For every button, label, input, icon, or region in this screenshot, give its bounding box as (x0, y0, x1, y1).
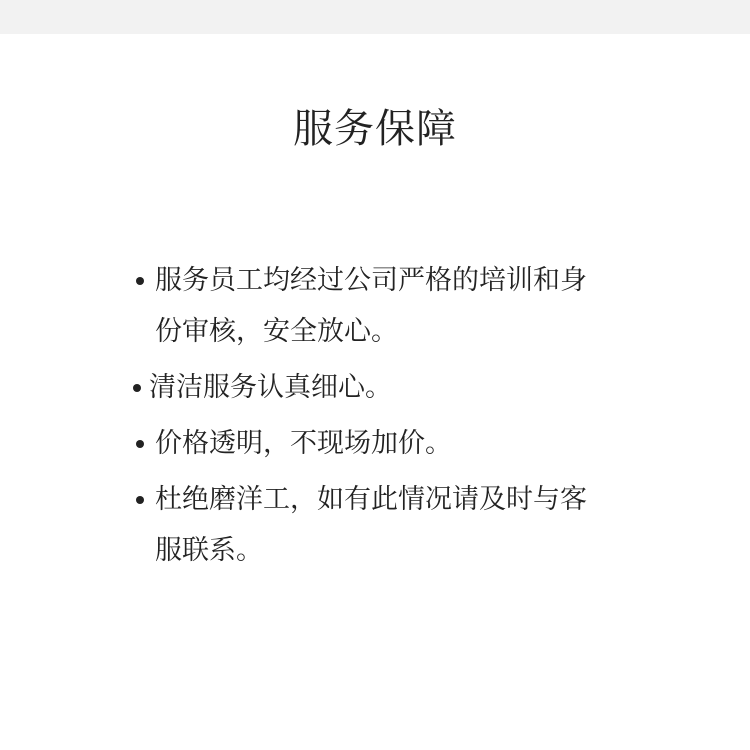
bullet-dot-icon (133, 384, 141, 392)
list-item-text: 价格透明，不现场加价。 (155, 428, 452, 459)
list-item-text: 杜绝磨洋工，如有此情况请及时与客服联系。 (155, 484, 587, 566)
bullet-dot-icon (136, 277, 144, 285)
top-bar (0, 0, 750, 34)
list-item (130, 255, 610, 357)
page-title: 服务保障 (293, 106, 457, 152)
list-item-text: 清洁服务认真细心。 (149, 372, 392, 403)
list-item-text: 服务员工均经过公司严格的培训和身份审核，安全放心。 (155, 265, 587, 347)
bullet-dot-icon (136, 496, 144, 504)
guarantee-list (130, 255, 610, 581)
list-item (130, 418, 610, 469)
bullet-dot-icon (136, 440, 144, 448)
list-item (130, 362, 610, 413)
list-item (130, 474, 610, 576)
